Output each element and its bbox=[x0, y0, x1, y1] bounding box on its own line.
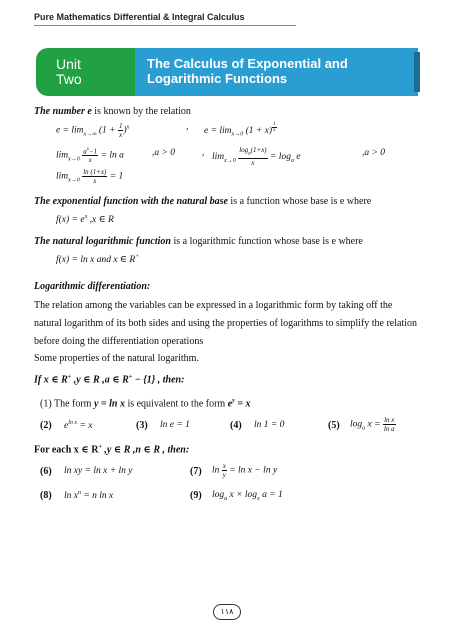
property-9-label: (9) bbox=[190, 490, 202, 501]
cond-sup: + bbox=[128, 374, 133, 380]
lim-frac bbox=[82, 168, 107, 185]
property-3-label: (3) bbox=[136, 420, 148, 431]
cond-tail: − {1} , then: bbox=[132, 374, 185, 386]
lim-frac bbox=[82, 146, 98, 164]
lim-body: (1 + x) bbox=[245, 125, 273, 136]
limit-ln-1-plus-x bbox=[56, 168, 123, 185]
cond-mid: ,y ∈ R ,a ∈ R bbox=[71, 374, 129, 386]
formula-exp: x bbox=[84, 214, 88, 220]
lim-sub: x→0 bbox=[68, 177, 80, 184]
log-fn-formula bbox=[56, 254, 139, 265]
frac-den: y bbox=[222, 471, 226, 479]
prop-mid: x × log bbox=[227, 490, 258, 500]
logdiff-heading: Logarithmic differentiation: bbox=[34, 281, 151, 292]
lim-sub: x→0 bbox=[68, 156, 80, 163]
frac-den: x bbox=[273, 128, 276, 133]
property-6: ln xy = ln x + ln y bbox=[64, 466, 133, 476]
exp-fn-formula bbox=[56, 214, 114, 225]
property-8-label: (8) bbox=[40, 490, 52, 501]
property-4-label: (4) bbox=[230, 420, 242, 431]
frac-den: x bbox=[93, 177, 97, 185]
frac-den: x bbox=[88, 156, 92, 165]
intro-rest: is known by the relation bbox=[91, 106, 191, 117]
num-tail: (1+x) bbox=[250, 146, 267, 154]
prop-lhs: ln x bbox=[64, 491, 78, 502]
frac-den: ln a bbox=[383, 425, 395, 433]
logdiff-line2: natural logarithm of its both sides and using the properties of logarithms to simplify the relation bbox=[34, 318, 417, 329]
intro-bold: The number e bbox=[34, 106, 92, 117]
condition: ,a > 0 bbox=[362, 148, 386, 158]
prop-sup: n bbox=[77, 490, 81, 496]
property-7-label: (7) bbox=[190, 466, 202, 477]
frac-den: x bbox=[119, 131, 123, 139]
prop-form: y = ln x bbox=[93, 398, 125, 410]
rhs-tail: e bbox=[296, 151, 301, 162]
property-6-label: (6) bbox=[40, 466, 52, 477]
header-rule bbox=[34, 25, 296, 26]
lim-rhs: = 1 bbox=[109, 171, 124, 182]
lim-rhs: = log bbox=[270, 151, 291, 162]
log-fn-line bbox=[34, 236, 363, 247]
unit-label-line2: Two bbox=[56, 71, 82, 87]
num-sub: a bbox=[248, 151, 251, 157]
property-1 bbox=[40, 398, 251, 409]
num-exp: x bbox=[86, 147, 89, 152]
prop-sub: x bbox=[257, 495, 260, 502]
cond-sup: + bbox=[98, 444, 102, 450]
lim-rhs: = ln a bbox=[100, 150, 124, 161]
unit-title-line2: Logarithmic Functions bbox=[147, 71, 288, 86]
unit-label bbox=[36, 48, 135, 96]
cond-sup: + bbox=[67, 374, 72, 380]
prop-frac bbox=[383, 416, 396, 433]
running-header: Pure Mathematics Differential & Integral Calculus bbox=[34, 12, 245, 22]
prop-rhs: = ln x − ln y bbox=[229, 465, 278, 476]
unit-label-line1: Unit bbox=[56, 56, 81, 72]
condition-1 bbox=[34, 374, 184, 385]
prop-rhs: = n ln x bbox=[80, 491, 114, 502]
formula-base: f(x) = e bbox=[56, 215, 85, 226]
prop-form2-tail: = x bbox=[234, 398, 251, 410]
lim-sub: x→∞ bbox=[83, 131, 97, 138]
unit-title-line1: The Calculus of Exponential and bbox=[147, 56, 348, 71]
formula-sup: + bbox=[135, 254, 140, 260]
lim-text: e = lim bbox=[204, 125, 232, 136]
unit-title bbox=[135, 48, 418, 96]
comma: , bbox=[186, 122, 189, 132]
cond-text: For each x ∈ R bbox=[34, 444, 99, 456]
prop-lhs: ln bbox=[212, 465, 220, 476]
property-2 bbox=[64, 420, 92, 431]
prop-x: x = bbox=[365, 419, 381, 430]
log-fn-bold: The natural logarithmic function bbox=[34, 236, 171, 247]
lim-body: (1 + bbox=[98, 125, 116, 136]
exp-fn-rest: is a function whose base is e where bbox=[227, 196, 372, 207]
formula-tail: ,x ∈ R bbox=[87, 215, 114, 226]
page-number: ١١٨ bbox=[213, 604, 241, 620]
num-base: a bbox=[83, 147, 87, 156]
prop-sub: a bbox=[362, 425, 366, 432]
property-5-label: (5) bbox=[328, 420, 340, 431]
property-8 bbox=[64, 490, 113, 501]
frac-num bbox=[238, 146, 267, 159]
banner-edge bbox=[414, 52, 420, 92]
prop-tail: a = 1 bbox=[259, 490, 283, 500]
logdiff-line3: before doing the differentiation operations bbox=[34, 336, 204, 347]
frac-num: 1 bbox=[273, 122, 276, 127]
lim-text: lim bbox=[212, 151, 225, 162]
property-2-label: (2) bbox=[40, 420, 52, 431]
property-5 bbox=[350, 416, 396, 433]
formula-text: f(x) = ln x and x ∈ R bbox=[56, 255, 136, 266]
lim-frac bbox=[238, 146, 267, 167]
exp-fn-bold: The exponential function with the natural base bbox=[34, 196, 228, 207]
intro-line bbox=[34, 106, 191, 117]
lim-tail: ) bbox=[123, 125, 127, 136]
limit-e-zero bbox=[204, 122, 277, 138]
cond-text: If x ∈ R bbox=[34, 374, 68, 386]
lim-exp: x bbox=[126, 124, 130, 131]
num-log: log bbox=[239, 146, 249, 154]
property-3: ln e = 1 bbox=[160, 420, 190, 430]
frac-num: x bbox=[222, 462, 226, 470]
prop-form2: e bbox=[227, 398, 233, 410]
frac-num: ln (1+x) bbox=[83, 168, 107, 176]
logdiff-line4: Some properties of the natural logarithm. bbox=[34, 353, 199, 364]
frac-num bbox=[82, 146, 98, 156]
exp-frac bbox=[272, 122, 277, 133]
lim-text: e = lim bbox=[56, 125, 84, 136]
property-4: ln 1 = 0 bbox=[254, 420, 285, 430]
exp-fn-line bbox=[34, 196, 371, 207]
lim-sub: x→0 bbox=[224, 157, 236, 164]
prop-frac bbox=[222, 462, 227, 479]
prop-tail: = x bbox=[77, 421, 93, 432]
property-9 bbox=[212, 490, 283, 502]
limit-log-a bbox=[212, 146, 301, 167]
prop-label: (1) The form bbox=[40, 398, 94, 410]
property-7 bbox=[212, 462, 277, 479]
lim-sub: x→0 bbox=[231, 131, 244, 138]
limit-ln-a bbox=[56, 146, 124, 164]
prop-sup: y bbox=[232, 398, 235, 404]
prop-sup: ln x bbox=[68, 420, 78, 426]
frac-den: x bbox=[251, 159, 255, 168]
prop-sub: a bbox=[224, 495, 228, 502]
frac-num: ln x bbox=[384, 416, 395, 424]
cond-tail: ,y ∈ R ,n ∈ R , then: bbox=[101, 444, 190, 456]
prop-lhs: log bbox=[350, 419, 363, 430]
condition: ,a > 0 bbox=[152, 148, 176, 158]
unit-banner bbox=[36, 48, 418, 96]
logdiff-line1: The relation among the variables can be expressed in a logarithmic form by taking off the bbox=[34, 300, 393, 311]
num-tail: −1 bbox=[88, 147, 98, 156]
frac-num: 1 bbox=[118, 122, 123, 130]
prop-log: log bbox=[212, 490, 225, 500]
log-fn-rest: is a logarithmic function whose base is e where bbox=[170, 236, 363, 247]
prop-mid: is equivalent to the form bbox=[124, 398, 228, 410]
rhs-sub: a bbox=[290, 157, 294, 164]
prop-base: e bbox=[64, 421, 69, 432]
limit-e-infinity bbox=[56, 122, 129, 139]
lim-text: lim bbox=[56, 171, 69, 182]
lim-text: lim bbox=[56, 150, 69, 161]
comma: , bbox=[202, 148, 205, 158]
condition-2 bbox=[34, 444, 189, 455]
